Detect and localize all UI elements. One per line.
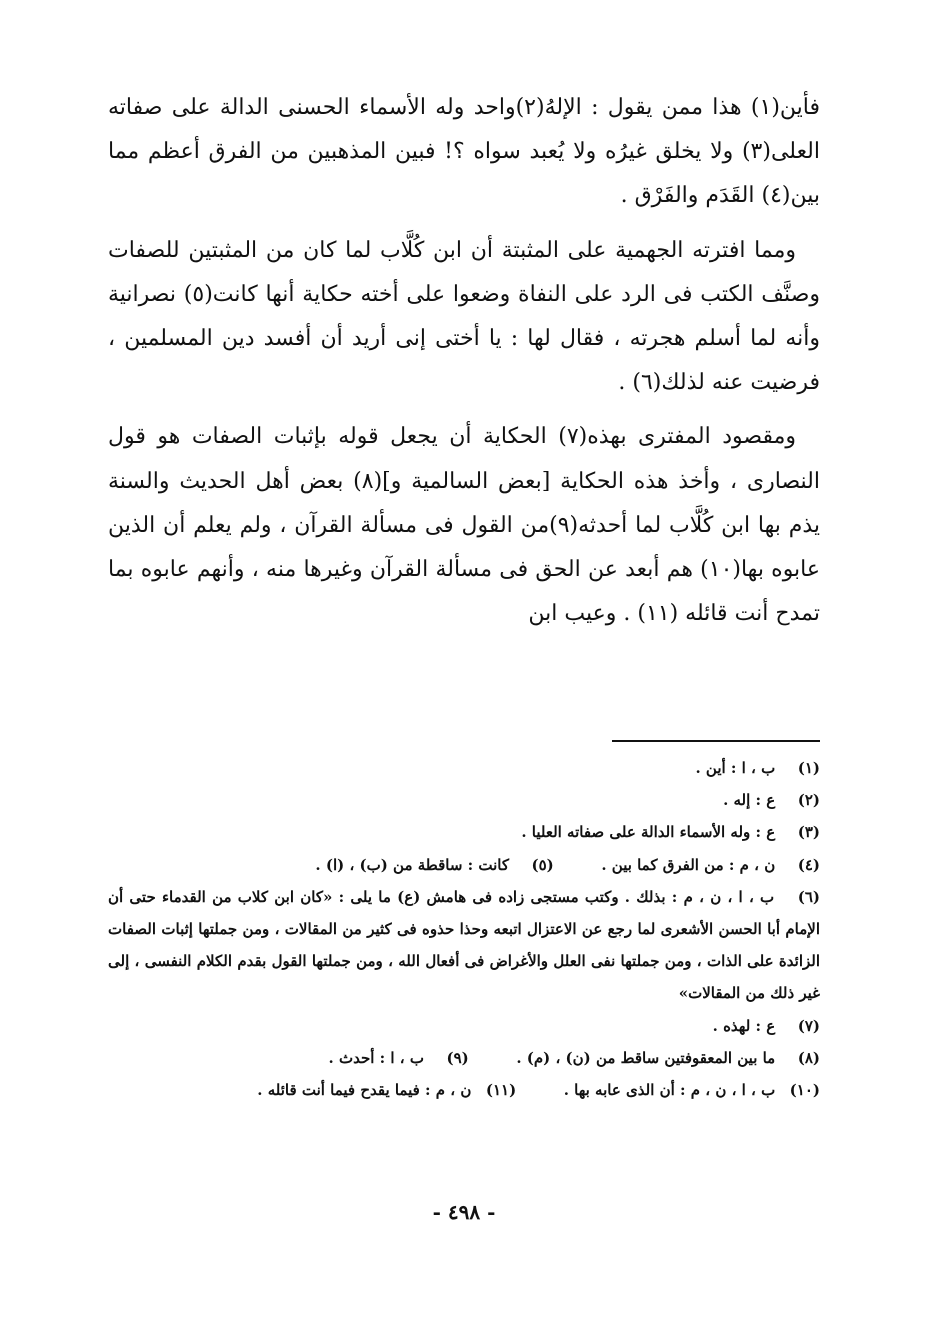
footnote-6 <box>108 881 820 1010</box>
footnote-text: ب ، ا ، ن ، م : أن الذى عابه بها . <box>563 1081 776 1100</box>
footnote-text: ن ، م : فيما يقدح فيما أنت قائله . <box>257 1081 472 1100</box>
footnotes <box>108 752 820 1106</box>
footnote-3 <box>108 816 820 848</box>
footnote-number: (٦) <box>797 887 820 906</box>
footnote-7 <box>108 1010 820 1042</box>
page-number: - ٤٩٨ - <box>432 1200 496 1224</box>
footnote-text: ن ، م : من الفرق كما بين . <box>601 855 776 874</box>
footnote-text: ب ، ا ، ن ، م : بذلك . وكتب مستجى زاده فى هامش (ع) ما يلى : «كان ابن كلاب من القدماء حتى أن الإمام أبا الحسن الأشعرى لما رجع عن الاعتزال اتبعه وحذا حذوه فى كثير من المقالات ، ومن جملتها إثبات الصفات الزائدة على الذات ، ومن جملتها نفى العلل والأغراض فى أفعال الله ، ومن جملتها القول بقدم الكلام النفسى ، إلى غير ذلك من المقالات» <box>108 887 820 1003</box>
footnote-10-11 <box>108 1074 820 1106</box>
footnote-number: (٩) <box>446 1048 469 1067</box>
footnote-2 <box>108 784 820 816</box>
footnote-text: ب ، ا : أين . <box>695 759 776 777</box>
footnote-text: ع : إله . <box>723 791 776 810</box>
book-page <box>108 0 820 1326</box>
footnote-number: (٥) <box>531 855 554 874</box>
footnote-number: (٣) <box>797 823 820 842</box>
footnote-number: (١٠) <box>789 1081 820 1100</box>
footnote-number: (١) <box>797 759 820 777</box>
footnote-text: ع : لهذه . <box>712 1016 776 1035</box>
footnote-1 <box>108 752 820 784</box>
footnote-separator <box>612 740 820 742</box>
footnote-number: (٤) <box>797 855 820 874</box>
footnote-number: (١١) <box>485 1081 517 1100</box>
paragraph-3: ومقصود المفترى بهذه(٧) الحكاية أن يجعل قوله بإثبات الصفات هو قول النصارى ، وأخذ هذه الحكاية [بعض السالمية و](٨) بعض أهل الحديث والسنة يذم بها ابن كُلَّاب لما أحدثه(٩)من القول فى مسألة القرآن ، ولم يعلم أن الذين عابوه بها(١٠) هم أبعد عن الحق فى مسألة القرآن وغيرها منه ، وأنهم عابوه بما تمدح أنت قائله (١١) . وعيب ابن <box>108 424 821 627</box>
paragraph-1: فأين(١) هذا ممن يقول : الإلهُ(٢)واحد وله الأسماء الحسنى الدالة على صفاته العلى(٣) ولا يخلق غيرُه ولا يُعبد سواه ؟! فبين المذهبين من الفرق أعظم مما بين(٤) القَدَم والفَرْق . <box>108 95 820 209</box>
paragraph-2: ومما افترته الجهمية على المثبتة أن ابن كُلَّاب لما كان من المثبتين للصفات وصنَّف الكتب فى الرد على النفاة وضعوا على أخته حكاية أنها كانت(٥) نصرانية وأنه لما أسلم هجرته ، فقال لها : يا أختى إنى أريد أن أفسد دين المسلمين ، فرضيت عنه لذلك(٦) . <box>108 237 821 396</box>
footnote-8-9 <box>108 1042 820 1074</box>
footnote-text: ما بين المعقوفتين ساقط من (ن) ، (م) . <box>516 1048 776 1067</box>
main-text <box>108 86 820 646</box>
footnote-number: (٨) <box>797 1048 820 1067</box>
footnote-4-5 <box>108 849 820 881</box>
footnote-text: ب ، ا : أحدث . <box>328 1048 424 1067</box>
footnote-number: (٢) <box>797 791 820 810</box>
footnote-text: ع : وله الأسماء الدالة على صفاته العليا . <box>521 823 776 842</box>
footnote-text: كانت : ساقطة من (ب) ، (ا) . <box>315 855 509 874</box>
footnote-number: (٧) <box>797 1016 820 1035</box>
